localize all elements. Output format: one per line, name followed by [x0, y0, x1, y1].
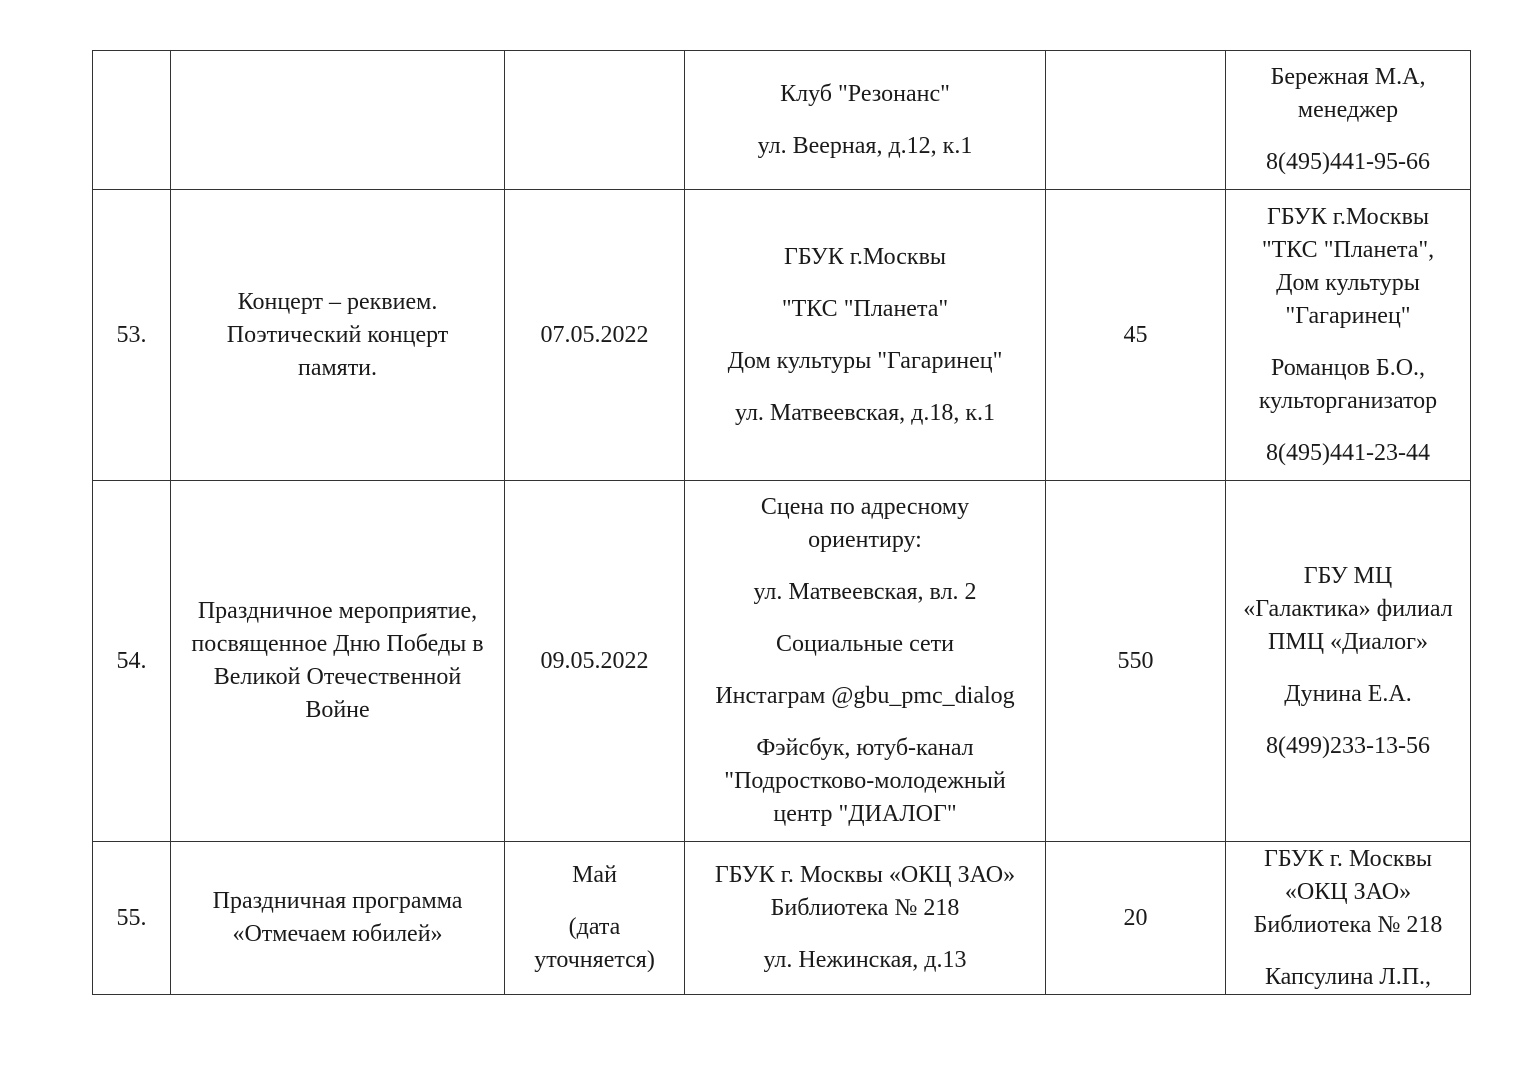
line-spacer [1230, 711, 1466, 730]
line-spacer [689, 713, 1041, 732]
cell-text-line: ул. Нежинская, д.13 [763, 947, 967, 973]
cell-text-line: «Отмечаем юбилей» [232, 921, 443, 947]
cell-text: 45 [1123, 321, 1148, 348]
organizer-contact-cell [1226, 481, 1471, 842]
cell-text-line: ул. Веерная, д.12, к.1 [757, 132, 973, 159]
cell-text-line: 8(495)441-23-44 [1266, 439, 1430, 466]
event-title-cell [171, 481, 505, 842]
cell-text-line: центр "ДИАЛОГ" [773, 801, 957, 827]
cell-text-line: Май [572, 862, 617, 888]
line-spacer [1230, 418, 1466, 437]
event-title-cell [171, 51, 505, 190]
cell-text-line: "ТКС "Планета", [1261, 236, 1435, 263]
table-row [93, 51, 1471, 190]
line-spacer [1230, 942, 1466, 961]
cell-text-line: 07.05.2022 [540, 321, 649, 348]
venue-cell [685, 842, 1046, 995]
line-spacer [689, 326, 1041, 345]
cell-text-line: ул. Матвеевская, д.18, к.1 [735, 399, 995, 426]
line-spacer [689, 661, 1041, 680]
cell-text-line: Бережная М.А, [1270, 64, 1426, 90]
cell-text: 53. [116, 321, 147, 348]
cell-text-line: ГБУК г. Москвы [1263, 845, 1433, 872]
cell-text-line: ГБУК г. Москвы «ОКЦ ЗАО» [714, 862, 1016, 888]
cell-text-line: Праздничное мероприятие, [197, 598, 478, 624]
line-spacer [689, 378, 1041, 397]
line-spacer [689, 274, 1041, 293]
table-row [93, 842, 1471, 995]
cell-text-line: Инстаграм @gbu_pmc_dialog [715, 683, 1015, 709]
venue-cell [685, 190, 1046, 481]
cell-text-line: Библиотека № 218 [1253, 911, 1443, 938]
cell-text-line: "ТКС "Планета" [781, 295, 949, 322]
row-number-cell [93, 481, 171, 842]
cell-text-line: Дом культуры [1276, 269, 1420, 296]
event-title-cell [171, 190, 505, 481]
cell-text-line: Сцена по адресному [760, 494, 970, 520]
event-date-cell [505, 51, 685, 190]
cell-text: 55. [116, 904, 147, 931]
cell-text-line: ПМЦ «Диалог» [1268, 628, 1428, 655]
row-number-cell [93, 190, 171, 481]
cell-text-line: Дом культуры "Гагаринец" [727, 347, 1003, 374]
line-spacer [1230, 659, 1466, 678]
cell-text-line: Романцов Б.О., [1270, 354, 1426, 381]
line-spacer [509, 892, 680, 911]
cell-text-line: ГБУК г.Москвы [1266, 203, 1430, 230]
events-table [92, 50, 1471, 995]
cell-text-line: Библиотека № 218 [770, 895, 960, 921]
line-spacer [1230, 333, 1466, 352]
participants-count-cell [1046, 190, 1226, 481]
cell-text-line: посвященное Дню Победы в [191, 631, 484, 657]
cell-text-line: менеджер [1297, 97, 1399, 123]
cell-text: 20 [1123, 904, 1148, 931]
table-row [93, 190, 1471, 481]
cell-text-line: 8(495)441-95-66 [1266, 149, 1430, 175]
cell-text-line: культорганизатор [1258, 387, 1438, 414]
organizer-contact-cell [1226, 190, 1471, 481]
line-spacer [1230, 127, 1466, 146]
cell-text-line: (дата [568, 914, 621, 940]
events-table-body [93, 51, 1471, 995]
table-row [93, 481, 1471, 842]
cell-text-line: уточняется) [534, 947, 655, 973]
participants-count-cell [1046, 51, 1226, 190]
line-spacer [689, 609, 1041, 628]
venue-cell [685, 51, 1046, 190]
cell-text-line: 8(499)233-13-56 [1266, 732, 1430, 759]
event-date-cell [505, 190, 685, 481]
cell-text-line: Социальные сети [775, 631, 955, 657]
cell-text-line: "Гагаринец" [1285, 302, 1411, 329]
cell-text-line: Фэйсбук, ютуб-канал [756, 735, 974, 761]
cell-text-line: Клуб "Резонанс" [780, 80, 950, 107]
cell-text-line: Концерт – реквием. [237, 288, 438, 315]
row-number-cell [93, 842, 171, 995]
cell-text-line: Праздничная программа [212, 888, 463, 914]
cell-text-line: Дунина Е.А. [1284, 680, 1412, 707]
event-date-cell [505, 481, 685, 842]
cell-text-line: Войне [305, 697, 370, 723]
venue-cell [685, 481, 1046, 842]
cell-text-line: Великой Отечественной [213, 664, 462, 690]
cell-text-line: Капсулина Л.П., [1264, 963, 1432, 990]
line-spacer [689, 557, 1041, 576]
cell-text: 550 [1117, 647, 1154, 674]
cell-text-line: ГБУК г.Москвы [783, 243, 947, 270]
cell-text-line: "Подростково-молодежный [724, 768, 1006, 794]
line-spacer [689, 111, 1041, 130]
cell-text-line: ориентиру: [808, 527, 922, 553]
organizer-contact-cell [1226, 842, 1471, 995]
cell-text-line: 09.05.2022 [540, 647, 649, 674]
cell-text-line: ул. Матвеевская, вл. 2 [753, 579, 977, 605]
line-spacer [689, 925, 1041, 944]
cell-text-line: Поэтический концерт [226, 321, 449, 348]
cell-text-line: памяти. [297, 354, 378, 381]
organizer-contact-cell [1226, 51, 1471, 190]
event-title-cell [171, 842, 505, 995]
cell-text: 54. [116, 647, 147, 674]
row-number-cell [93, 51, 171, 190]
cell-text-line: ГБУ МЦ [1303, 562, 1393, 589]
participants-count-cell [1046, 842, 1226, 995]
event-date-cell [505, 842, 685, 995]
cell-text-line: «ОКЦ ЗАО» [1284, 878, 1412, 905]
participants-count-cell [1046, 481, 1226, 842]
cell-text-line: «Галактика» филиал [1243, 595, 1453, 622]
